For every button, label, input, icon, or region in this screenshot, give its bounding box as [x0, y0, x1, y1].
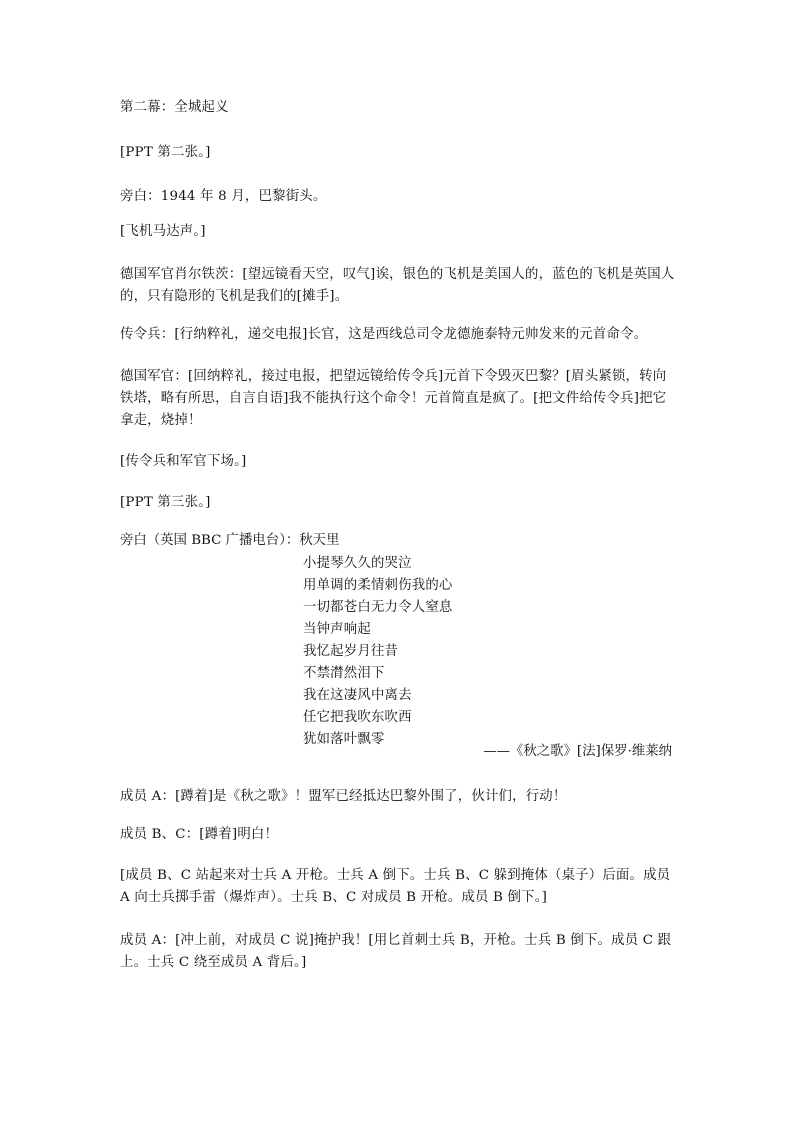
- dialogue-member-a: 成员 A：[蹲着]是《秋之歌》！盟军已经抵达巴黎外围了，伙计们，行动！: [120, 789, 567, 804]
- poem-line: 犹如落叶飘零: [303, 732, 385, 747]
- poem-line: 一切都苍白无力令人窒息: [303, 600, 453, 615]
- poem-line: 小提琴久久的哭泣: [303, 556, 412, 571]
- act-title: 第二幕：全城起义: [120, 100, 229, 115]
- stage-direction-ppt-2: [PPT 第二张。]: [120, 145, 211, 160]
- dialogue-member-a-final: 成员 A：[冲上前，对成员 C 说]掩护我！[用匕首刺士兵 B，开枪。士兵 B 倒下。成员 C 跟上。士兵 C 绕至成员 A 背后。]: [120, 933, 672, 970]
- dialogue-member-bc: 成员 B、C：[蹲着]明白！: [120, 827, 279, 842]
- stage-direction-plane-sound: [飞机马达声。]: [120, 224, 206, 239]
- dialogue-german-officer: 德国军官肖尔铁茨：[望远镜看天空，叹气]诶，银色的飞机是美国人的，蓝色的飞机是英国人的，只有隐形的飞机是我们的[摊手]。: [120, 267, 675, 304]
- poem-line: 我在这凄风中离去: [303, 688, 412, 703]
- poem-line: 我忆起岁月往昔: [303, 644, 399, 659]
- stage-direction-ppt-3: [PPT 第三张。]: [120, 495, 211, 510]
- poem-line: 不禁潸然泪下: [303, 666, 385, 681]
- poem-line: 任它把我吹东吹西: [303, 710, 412, 725]
- narration-paris-1944: 旁白：1944 年 8 月，巴黎街头。: [120, 189, 327, 204]
- poem-line: 用单调的柔情刺伤我的心: [303, 578, 453, 593]
- dialogue-officer-reply: 德国军官：[回纳粹礼，接过电报，把望远镜给传令兵]元首下令毁灭巴黎？[眉头紧锁，转向铁塔，略有所思，自言自语]我不能执行这个命令！元首简直是疯了。[把文件给传令兵]把它拿走，烧掉！: [120, 369, 667, 428]
- poem-intro: 旁白（英国 BBC 广播电台）：秋天里: [120, 533, 340, 548]
- stage-direction-combat: [成员 B、C 站起来对士兵 A 开枪。士兵 A 倒下。士兵 B、C 躲到掩体（桌子）后面。成员 A 向士兵掷手雷（爆炸声）。士兵 B、C 对成员 B 开枪。成员 B 倒下。]: [120, 868, 671, 905]
- dialogue-messenger: 传令兵：[行纳粹礼，递交电报]长官，这是西线总司令龙德施泰特元帅发来的元首命令。: [120, 327, 648, 342]
- poem-attribution: ——《秋之歌》[法]保罗·维莱纳: [483, 744, 672, 759]
- poem-line: 当钟声响起: [303, 622, 371, 637]
- stage-direction-exit: [传令兵和军官下场。]: [120, 454, 247, 469]
